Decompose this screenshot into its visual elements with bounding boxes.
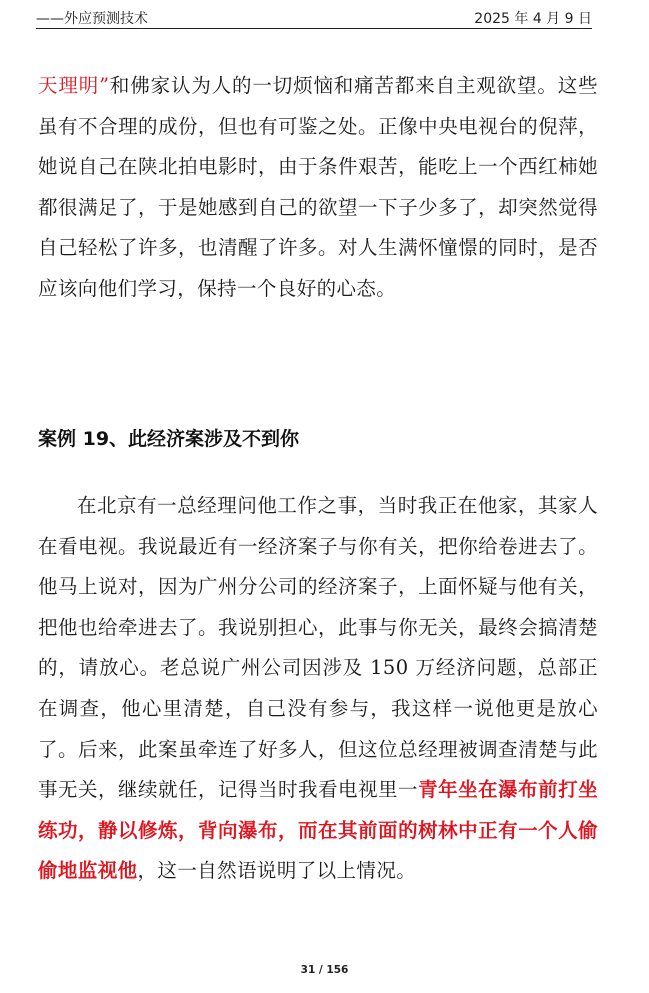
header-title: ——外应预测技术 — [36, 11, 148, 27]
case-text: 在北京有一总经理问他工作之事，当时我正在他家，其家人在看电视。我说最近有一经济案子与你有关，把你给卷进去了。他马上说对，因为广州分公司的经济案子，上面怀疑与他有关，把他也给牵进去了。我说别担心，此事与你无关，最终会搞清楚的，请放心。老总说广州公司因涉及 150 万经济问题，总部正在调查，他心里清楚，自己没有参与，我这样一说他更是放心了。后来，此案虽牵连了好多人，但这位总经理被调查清楚与此事无关，继续就任，记得当时我看电视里一 — [38, 494, 598, 802]
case-paragraph — [38, 486, 598, 892]
header-date: 2025 年 4 月 9 日 — [474, 11, 592, 27]
case-ending: ，这一自然语说明了以上情况。 — [137, 859, 417, 883]
paragraph-red-start: 天理明” — [38, 74, 110, 97]
case-highlight: 青年坐在瀑布前打坐练功，静以修炼，背向瀑布，而在其前面的树林中正有一个人偷偷地监视他 — [38, 778, 598, 883]
paragraph-text: 和佛家认为人的一切烦恼和痛苦都来自主观欲望。这些虽有不合理的成份，但也有可鉴之处。正像中央电视台的倪萍，她说自己在陕北拍电影时，由于条件艰苦，能吃上一个西红柿她都很满足了，于是她感到自己的欲望一下子少多了，却突然觉得自己轻松了许多，也清醒了许多。对人生满怀憧憬的同时，是否应该向他们学习，保持一个良好的心态。 — [38, 74, 598, 300]
page-number: 31 / 156 — [300, 964, 349, 976]
page-header — [36, 6, 592, 29]
paragraph-continued — [38, 66, 598, 310]
case-heading: 案例 19、此经济案涉及不到你 — [38, 428, 300, 450]
